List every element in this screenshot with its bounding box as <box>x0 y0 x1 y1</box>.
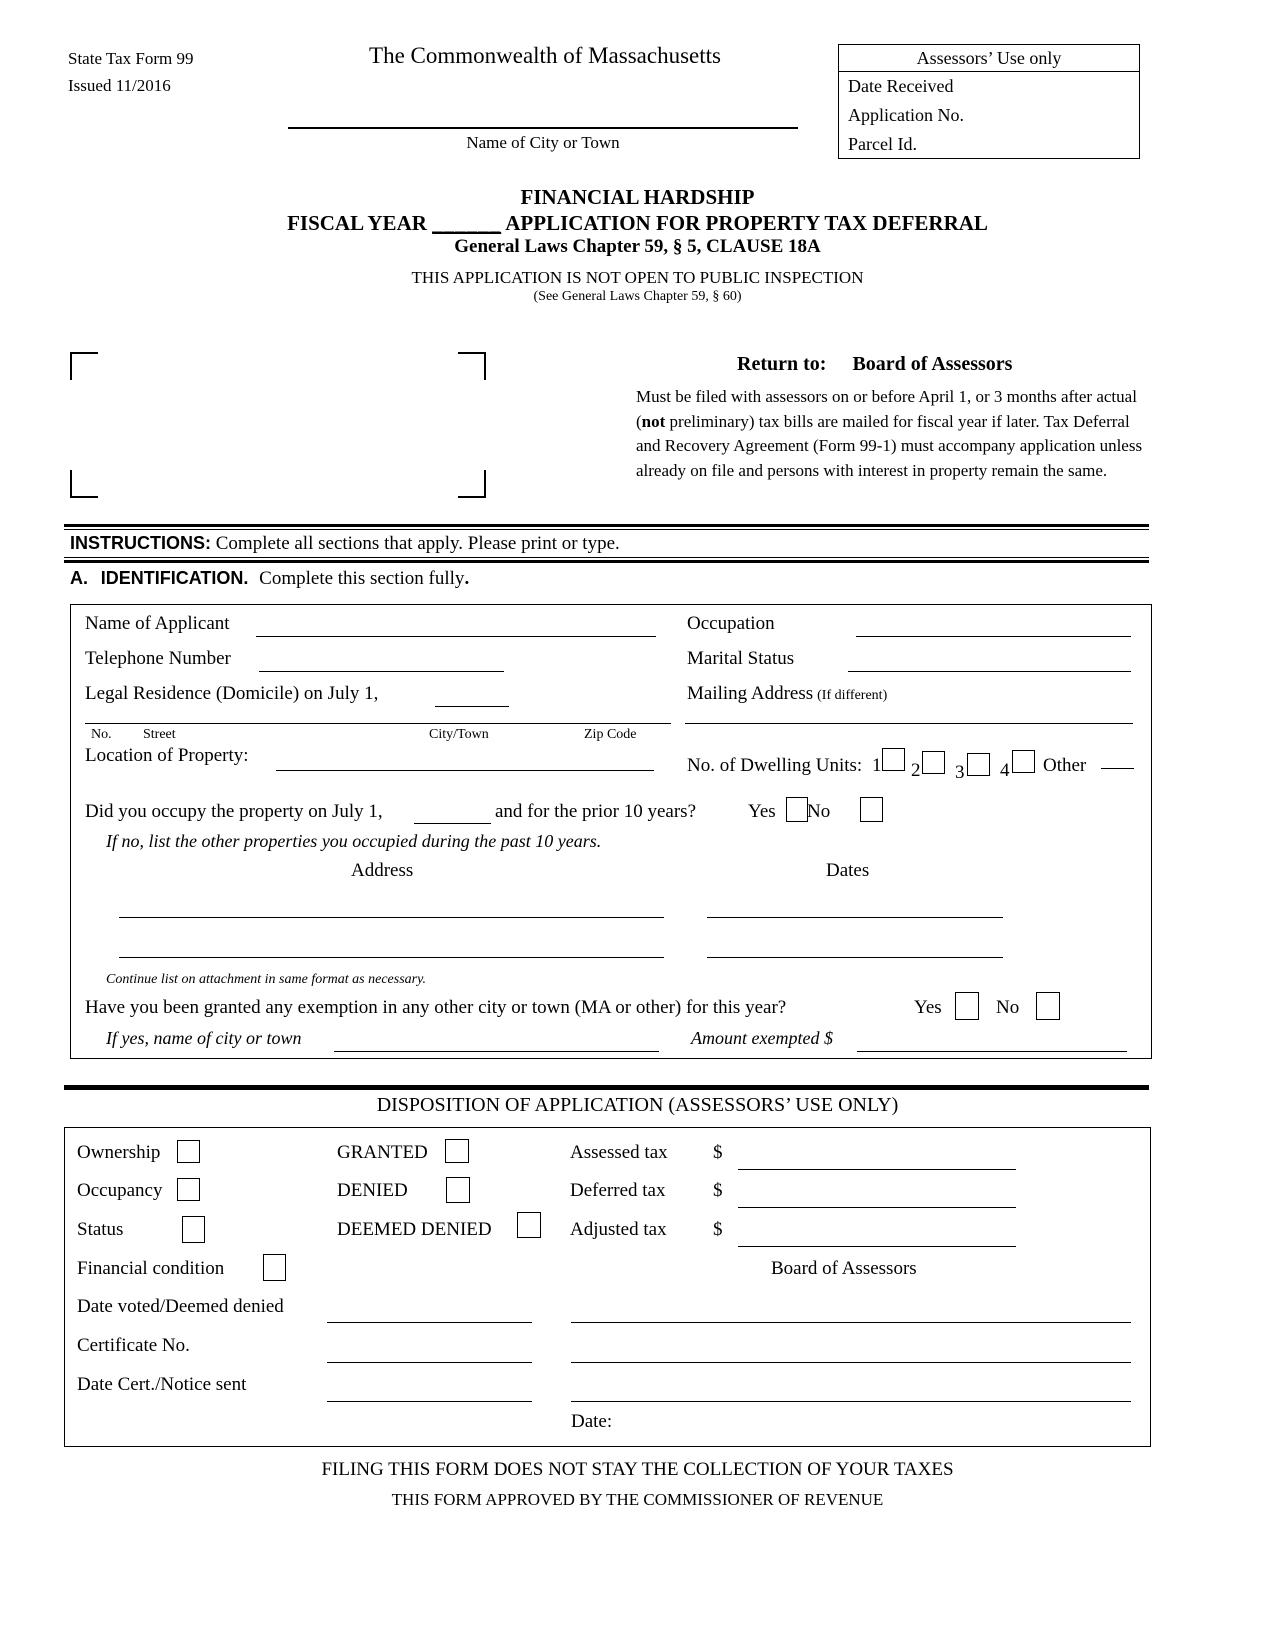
exemption-no-checkbox[interactable] <box>1036 992 1060 1020</box>
disposition-rule <box>64 1085 1149 1090</box>
assessed-tax-input[interactable] <box>738 1169 1016 1170</box>
legal-residence-year-input[interactable] <box>435 706 509 707</box>
occupy-no-label: No <box>807 801 831 822</box>
date-voted-input[interactable] <box>327 1322 532 1323</box>
assessors-use-only-box <box>838 44 1140 159</box>
name-of-applicant-label: Name of Applicant <box>85 613 230 634</box>
exemption-no-label: No <box>996 997 1020 1018</box>
occupy-yes-label: Yes <box>748 801 776 822</box>
dwelling-units-option-4-label: 4 <box>1000 760 1010 781</box>
legal-residence-address-input[interactable] <box>85 723 671 724</box>
address-col-city-label: City/Town <box>429 727 489 742</box>
dwelling-units-checkbox-4[interactable] <box>1012 750 1035 773</box>
occupation-label: Occupation <box>687 613 775 634</box>
deferred-tax-currency: $ <box>713 1180 723 1201</box>
telephone-number-input[interactable] <box>259 671 504 672</box>
name-of-applicant-input[interactable] <box>256 636 656 637</box>
occupy-no-checkbox[interactable] <box>860 797 883 822</box>
dwelling-units-option-2-label: 2 <box>911 760 921 781</box>
footer-note-2: THIS FORM APPROVED BY THE COMMISSIONER OF REVENUE <box>391 1490 884 1509</box>
address-col-street-label: Street <box>143 727 176 742</box>
deferred-tax-label: Deferred tax <box>570 1180 666 1201</box>
filing-note-part1: Must be filed with assessors on or before April 1, or 3 months after actual ( <box>636 387 1137 431</box>
occupation-input[interactable] <box>856 636 1131 637</box>
granted-checkbox[interactable] <box>445 1139 469 1163</box>
mailing-address-note: (If different) <box>817 688 888 703</box>
board-of-assessors-label: Board of Assessors <box>771 1258 917 1279</box>
disposition-title: DISPOSITION OF APPLICATION (ASSESSORS’ USE ONLY) <box>376 1094 899 1116</box>
address-col-no-label: No. <box>91 727 112 742</box>
assessors-row-application-no: Application No. <box>848 105 964 125</box>
deemed-denied-label: DEEMED DENIED <box>337 1219 492 1240</box>
application-title: APPLICATION FOR PROPERTY TAX DEFERRAL <box>505 211 988 235</box>
return-to-block <box>737 353 1012 376</box>
form-title-line1: FINANCIAL HARDSHIP <box>520 185 755 209</box>
denied-label: DENIED <box>337 1180 408 1201</box>
occupy-question-post: and for the prior 10 years? <box>495 801 697 822</box>
exemption-question-label: Have you been granted any exemption in any other city or town (MA or other) for this year? <box>85 997 787 1018</box>
dwelling-units-label <box>687 755 862 777</box>
filing-note-part2: preliminary) tax bills are mailed for fiscal year if later. Tax Deferral and Recovery Agreement (Form 99-1) must accompany application unless already on file and persons with interest in property remain the same. <box>636 411 1143 480</box>
location-of-property-input[interactable] <box>276 770 654 771</box>
status-checkbox[interactable] <box>182 1216 205 1243</box>
adjusted-tax-label: Adjusted tax <box>570 1219 667 1240</box>
other-property-address-input-1[interactable] <box>119 917 664 918</box>
dwelling-units-checkbox-2[interactable] <box>922 751 945 774</box>
certificate-no-input[interactable] <box>327 1362 532 1363</box>
if-yes-city-input[interactable] <box>334 1051 659 1052</box>
legal-residence-label: Legal Residence (Domicile) on July 1, <box>85 683 379 704</box>
assessors-row-date-received: Date Received <box>848 76 954 96</box>
section-a-box <box>70 604 1152 1059</box>
disposition-date-label: Date: <box>571 1411 613 1432</box>
status-label: Status <box>77 1219 124 1240</box>
mailing-address-text: Mailing Address <box>687 683 814 704</box>
occupancy-checkbox[interactable] <box>177 1178 200 1201</box>
assessors-row-parcel-id: Parcel Id. <box>848 134 917 154</box>
address-window-bracket-top-left <box>70 352 98 380</box>
adjusted-tax-currency: $ <box>713 1219 723 1240</box>
instructions-rule-top <box>64 524 1149 530</box>
other-property-dates-input-2[interactable] <box>707 957 1003 958</box>
disposition-box <box>64 1127 1151 1447</box>
city-town-input-line[interactable] <box>288 127 798 129</box>
other-properties-dates-header: Dates <box>826 860 870 881</box>
general-laws-reference: (See General Laws Chapter 59, § 60) <box>533 289 742 304</box>
continue-list-note: Continue list on attachment in same format as necessary. <box>106 972 427 987</box>
section-a-letter: A. <box>70 568 88 588</box>
filing-note-emphasis: not <box>641 411 666 431</box>
denied-checkbox[interactable] <box>446 1177 470 1203</box>
form-title-line3: General Laws Chapter 59, § 5, CLAUSE 18A <box>454 236 821 257</box>
occupancy-label: Occupancy <box>77 1180 163 1201</box>
commonwealth-title: The Commonwealth of Massachusetts <box>369 43 721 68</box>
date-voted-label: Date voted/Deemed denied <box>77 1296 284 1317</box>
fiscal-year-blank[interactable]: ______ <box>432 211 502 235</box>
other-properties-address-header: Address <box>351 860 414 881</box>
assessor-signature-line-1[interactable] <box>571 1322 1131 1323</box>
instructions-line <box>70 533 620 555</box>
instructions-label: INSTRUCTIONS: <box>70 533 211 553</box>
certificate-no-label: Certificate No. <box>77 1335 190 1356</box>
dwelling-units-other-input[interactable] <box>1101 768 1134 769</box>
exemption-yes-checkbox[interactable] <box>955 992 979 1020</box>
if-yes-city-label: If yes, name of city or town <box>106 1028 302 1048</box>
footer-rule <box>64 1446 1149 1447</box>
marital-status-input[interactable] <box>848 671 1131 672</box>
date-cert-sent-label: Date Cert./Notice sent <box>77 1374 247 1395</box>
footer-note-1: FILING THIS FORM DOES NOT STAY THE COLLECTION OF YOUR TAXES <box>321 1459 954 1480</box>
ownership-label: Ownership <box>77 1142 161 1163</box>
adjusted-tax-input[interactable] <box>738 1246 1016 1247</box>
address-window-bracket-top-right <box>458 352 486 380</box>
section-a-heading <box>70 568 469 590</box>
address-col-zip-label: Zip Code <box>584 727 637 742</box>
ownership-checkbox[interactable] <box>177 1140 200 1163</box>
financial-condition-label: Financial condition <box>77 1258 225 1279</box>
marital-status-label: Marital Status <box>687 648 795 669</box>
dwelling-units-checkbox-1[interactable] <box>882 748 905 771</box>
dwelling-units-other-label: Other <box>1043 755 1087 776</box>
other-property-address-input-2[interactable] <box>119 957 664 958</box>
dwelling-units-option-3-label: 3 <box>955 762 965 783</box>
assessed-tax-label: Assessed tax <box>570 1142 668 1163</box>
if-no-list-note: If no, list the other properties you occupied during the past 10 years. <box>106 831 602 851</box>
not-public-inspection-note: THIS APPLICATION IS NOT OPEN TO PUBLIC INSPECTION <box>411 268 864 287</box>
occupy-question-pre: Did you occupy the property on July 1, <box>85 801 383 822</box>
city-town-label: Name of City or Town <box>466 133 620 152</box>
dwelling-units-text: No. of Dwelling Units: <box>687 755 863 776</box>
financial-condition-checkbox[interactable] <box>263 1254 286 1281</box>
mailing-address-label <box>687 683 887 705</box>
return-to-label: Return to: <box>737 353 827 375</box>
filing-deadline-note <box>636 385 1146 483</box>
form-number: State Tax Form 99 <box>68 49 194 68</box>
section-a-title: IDENTIFICATION. <box>100 568 249 588</box>
amount-exempted-label: Amount exempted $ <box>691 1028 833 1048</box>
assessors-box-title: Assessors’ Use only <box>839 45 1139 72</box>
address-window-bracket-bottom-right <box>458 470 486 498</box>
granted-label: GRANTED <box>337 1142 428 1163</box>
assessor-signature-line-3[interactable] <box>571 1401 1131 1402</box>
deemed-denied-checkbox[interactable] <box>517 1212 541 1238</box>
assessed-tax-currency: $ <box>713 1142 723 1163</box>
assessor-signature-line-2[interactable] <box>571 1362 1131 1363</box>
fiscal-year-label: FISCAL YEAR <box>287 211 427 235</box>
return-to-value: Board of Assessors <box>852 353 1013 375</box>
dwelling-units-checkbox-3[interactable] <box>967 753 990 776</box>
other-property-dates-input-1[interactable] <box>707 917 1003 918</box>
issued-date: Issued 11/2016 <box>68 76 171 95</box>
form-title-line2 <box>0 211 1275 236</box>
instructions-rule-bottom <box>64 557 1149 563</box>
mailing-address-input[interactable] <box>685 723 1133 724</box>
occupy-yes-checkbox[interactable] <box>786 797 808 822</box>
instructions-text: Complete all sections that apply. Please print or type. <box>215 533 620 554</box>
location-of-property-label: Location of Property: <box>85 745 249 766</box>
section-a-note-period: . <box>464 568 470 589</box>
amount-exempted-input[interactable] <box>857 1051 1127 1052</box>
telephone-number-label: Telephone Number <box>85 648 231 669</box>
deferred-tax-input[interactable] <box>738 1207 1016 1208</box>
address-window-bracket-bottom-left <box>70 470 98 498</box>
dwelling-units-option-1-label: 1 <box>872 755 882 776</box>
exemption-yes-label: Yes <box>914 997 942 1018</box>
form-identifier <box>68 45 194 99</box>
section-a-note: Complete this section fully <box>259 568 465 589</box>
date-cert-sent-input[interactable] <box>327 1401 532 1402</box>
occupy-question-year-input[interactable] <box>414 823 491 824</box>
